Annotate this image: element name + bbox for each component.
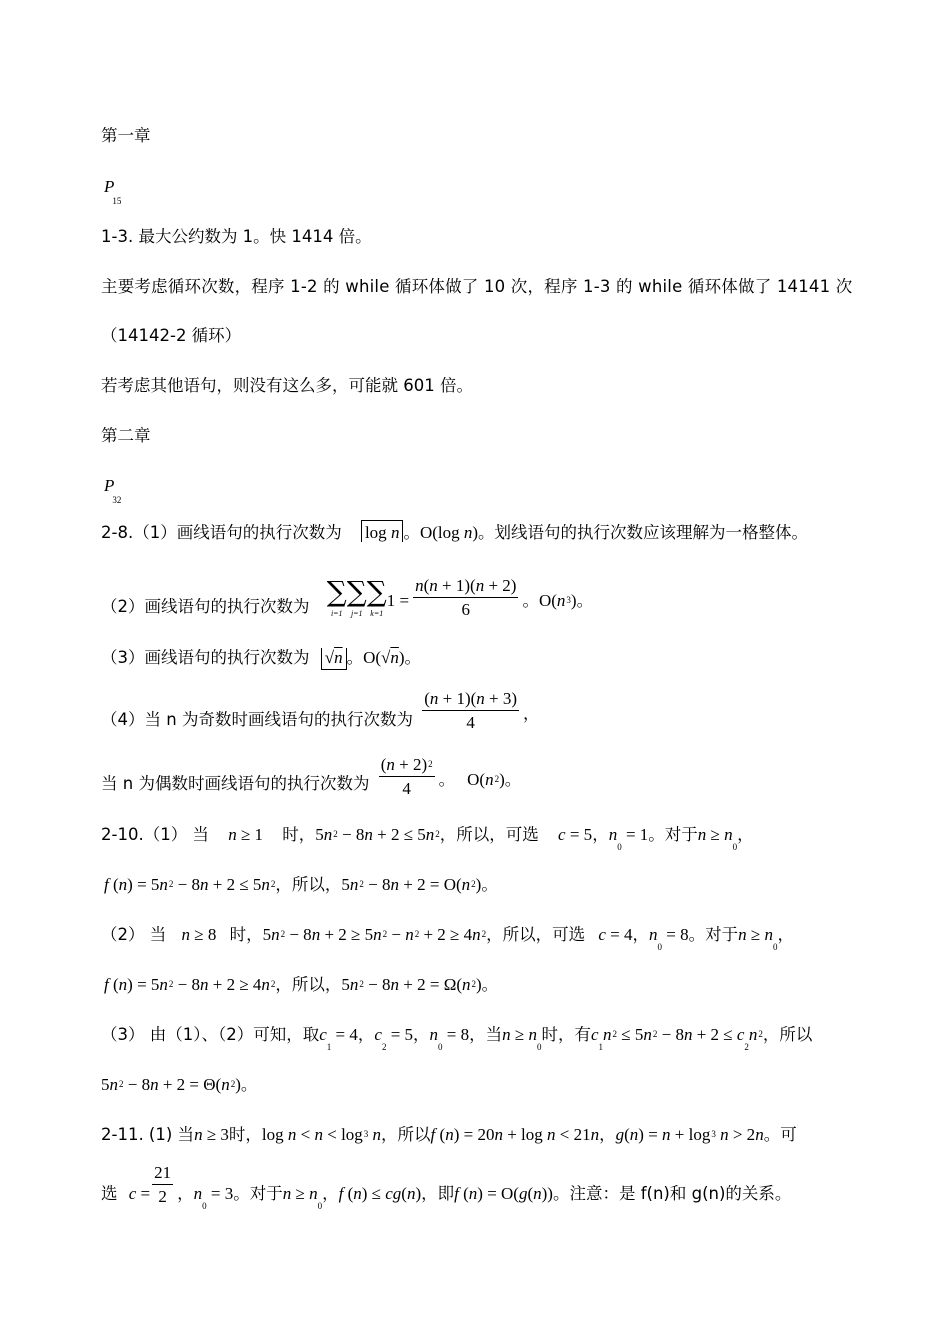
fraction-sum-result: $\frac{n(n + 1)(n + 2)}{6}$ (415, 576, 517, 619)
sum-k-icon: ∑ k=1 (366, 574, 387, 618)
answer-2-8-3: （3）画线语句的执行次数为 √n 。O(√n)。 (101, 649, 421, 667)
chapter-2-title: 第二章 (101, 426, 151, 445)
answer-2-8-1: 2-8.（1）画线语句的执行次数为 log n 。O(log n)。划线语句的执行次数应该理解为一格整体。 (101, 524, 808, 542)
fraction-c-value: $\frac{21}{2}$ (154, 1163, 172, 1206)
big-o-n3: O(n3) (538, 591, 577, 610)
big-o-log-n: O(log n) (419, 523, 479, 542)
answer-2-10-3-result: 5n2 − 8n + 2 = Θ(n2)。 (101, 1075, 258, 1094)
answer-2-11-1-cont: 选 c = $\frac{21}{2}$ ，$n_0 = 3$。对于$n \ge n_0$，f (n) ≤ cg(n)，即f (n) = O(g(n))。注意：是 f(n)和 g(n)的关系。 (101, 1163, 792, 1211)
answer-2-8-2: （2）画线语句的执行次数为 ∑ i=1 ∑ j=1 ∑ k=1 1 = $\frac{n(n + 1)(n + 2)}{6}$ 。O(n3)。 (101, 574, 594, 619)
answer-1-3-line1: 1-3. 最大公约数为 1。快 1414 倍。 (101, 227, 372, 246)
chapter-1-title: 第一章 (101, 126, 151, 145)
answer-1-3-line2: 主要考虑循环次数，程序 1-2 的 while 循环体做了 10 次，程序 1-3 的 while 循环体做了 14141 次 (101, 277, 853, 296)
answer-2-8-4-even: 当 n 为偶数时画线语句的执行次数为 $\frac{(n + 2)2}{4}$ 。 O(n2)。 (101, 755, 522, 798)
fraction-even-count: $\frac{(n + 2)2}{4}$ (380, 755, 433, 798)
answer-2-10-1-result: f (n) = 5n2 − 8n + 2 ≤ 5n2，所以，5n2 − 8n + 2 = O(n2)。 (104, 875, 498, 894)
big-o-n2: O(n2) (467, 770, 505, 789)
answer-2-10-1: 2-10.（1） 当 n ≥ 1 时，5n2 − 8n + 2 ≤ 5n2，所以，可选 c = 5，$n_0 = 1$。对于$n \ge n_0$， (101, 825, 754, 852)
answer-1-3-line3: （14142-2 循环） (101, 326, 242, 345)
ceil-log-n: log n (361, 520, 403, 542)
answer-1-3-line4: 若考虑其他语句，则没有这么多，可能就 601 倍。 (101, 376, 473, 395)
page-ref-32: $P_{32}$ (104, 476, 122, 505)
answer-2-10-2: （2） 当 n ≥ 8 时，5n2 − 8n + 2 ≥ 5n2 − n2 + 2 ≥ 4n2，所以，可选 c = 4，$n_0 = 8$。对于$n \ge n_0$， (101, 925, 794, 952)
big-o-sqrt-n: O(√n) (363, 648, 405, 667)
answer-2-8-4-odd: （4）当 n 为奇数时画线语句的执行次数为 $\frac{(n + 1)(n + 3)}{4}$ ， (101, 689, 540, 732)
answer-2-10-2-result: f (n) = 5n2 − 8n + 2 ≥ 4n2，所以，5n2 − 8n + 2 = Ω(n2)。 (104, 975, 499, 994)
floor-sqrt-n: √n (321, 648, 347, 670)
fraction-odd-count: $\frac{(n + 1)(n + 3)}{4}$ (424, 689, 518, 732)
answer-2-11-1: 2-11. (1) 当n ≥ 3时，log n < n < log3 n，所以f (n) = 20n + log n < 21n，g(n) = n + log3 n > 2n。可 (101, 1125, 797, 1144)
page-ref-15: $P_{15}$ (104, 177, 122, 206)
answer-2-10-3: （3） 由（1）、（2）可知，取$c_1 = 4$，$c_2 = 5$，$n_0 = 8$，当$n \ge n_0$时，有$c_1n2 \le 5n2 - 8n + 2 \le c_2n2$，所以 (101, 1025, 813, 1052)
sum-i-icon: ∑ i=1 (326, 574, 347, 618)
sum-j-icon: ∑ j=1 (346, 574, 367, 618)
